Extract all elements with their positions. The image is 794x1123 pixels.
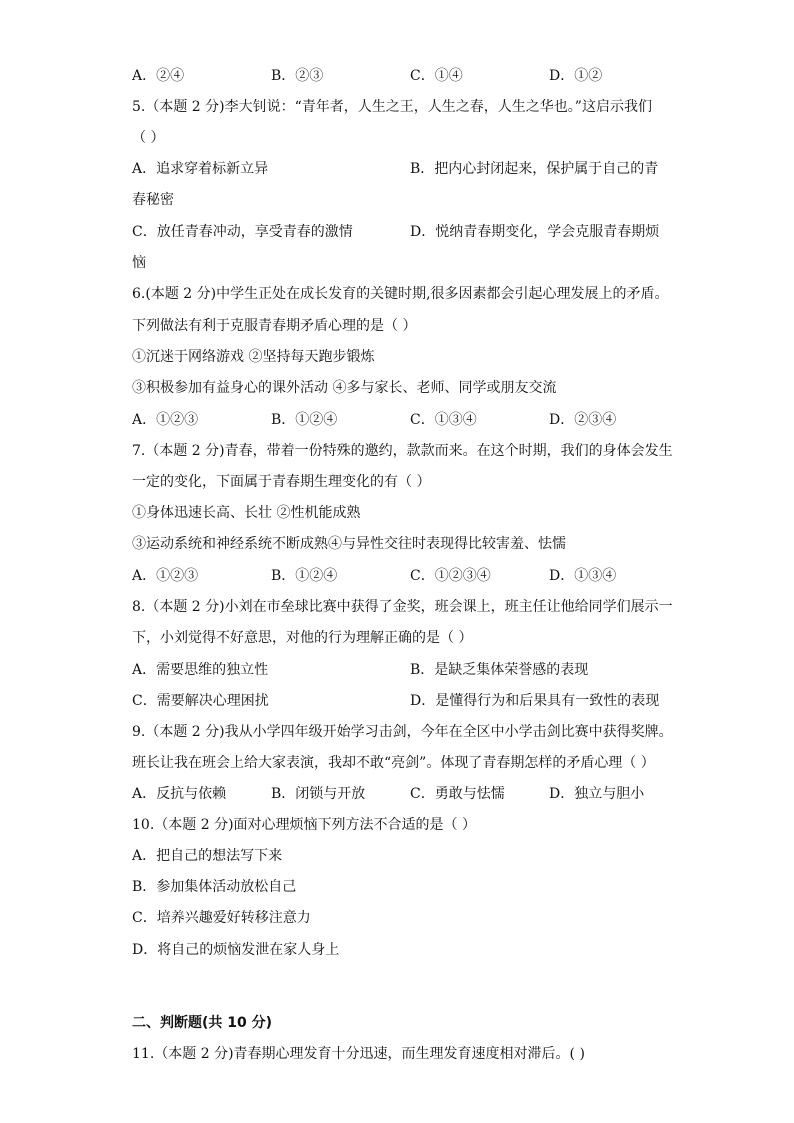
q5-option-d-cont: 恼 [132,255,146,271]
q6-stem-line1: 6.(本题 2 分)中学生正处在成长发育的关键时期,很多因素都会引起心理发展上的矛盾。 [132,286,669,302]
q9-stem-line1: 9.（本题 2 分)我从小学四年级开始学习击剑，今年在全区中小学击剑比赛中获得奖牌。 [132,724,673,740]
q5-option-a: A．追求穿着标新立异 [132,161,269,177]
section-title-judgment: 二、判断题(共 10 分) [132,1015,273,1031]
q7-option-a: A．①②③ [132,568,199,584]
q8-option-d: D．是懂得行为和后果具有一致性的表现 [410,693,660,709]
q6-stem-line2: 下列做法有利于克服青春期矛盾心理的是（ ） [132,318,417,334]
q4-option-c: C．①④ [410,68,463,84]
q4-option-a: A．②④ [132,68,185,84]
q11-stem: 11.（本题 2 分)青春期心理发育十分迅速，而生理发育速度相对滞后。( ) [132,1046,585,1062]
q6-option-d: D．②③④ [549,412,617,428]
q9-option-b: B．闭锁与开放 [271,786,366,802]
q7-stem-line1: 7.（本题 2 分)青春，带着一份特殊的邀约，款款而来。在这个时期，我们的身体会发生 [132,443,673,459]
q9-option-c: C．勇敢与怯懦 [410,786,505,802]
q10-stem: 10.（本题 2 分)面对心理烦恼下列方法不合适的是（ ） [132,817,476,833]
q8-option-a: A．需要思维的独立性 [132,662,269,678]
q9-stem-line2: 班长让我在班会上给大家表演，我却不敢“亮剑”。体现了青春期怎样的矛盾心理（ ） [132,755,655,771]
q5-stem-line1: 5.（本题 2 分)李大钊说：“青年者，人生之王，人生之春，人生之华也。”这启示我们 [132,99,652,115]
q7-item-line1: ①身体迅速长高、长壮 ②性机能成熟 [132,505,361,521]
q10-option-a: A．把自己的想法写下来 [132,848,283,864]
q5-option-b-cont: 春秘密 [132,192,174,208]
q10-option-c: C．培养兴趣爱好转移注意力 [132,910,311,926]
q4-option-d: D．①② [549,68,603,84]
q9-option-d: D．独立与胆小 [549,786,645,802]
q6-option-c: C．①③④ [410,412,477,428]
q6-option-b: B．①②④ [271,412,338,428]
q6-option-a: A．①②③ [132,412,199,428]
q8-stem-line1: 8.（本题 2 分)小刘在市垒球比赛中获得了金奖，班会课上，班主任让他给同学们展示一 [132,599,673,615]
q5-option-c: C．放任青春冲动，享受青春的激情 [132,224,353,240]
q10-option-d: D．将自己的烦恼发泄在家人身上 [132,942,340,958]
q7-item-line2: ③运动系统和神经系统不断成熟④与异性交往时表现得比较害羞、怯懦 [132,536,566,552]
q10-option-b: B．参加集体活动放松自己 [132,879,297,895]
q7-option-b: B．①②④ [271,568,338,584]
q7-stem-line2: 一定的变化，下面属于青春期生理变化的有（ ） [132,474,431,490]
q5-option-b: B．把内心封闭起来，保护属于自己的青 [410,161,659,177]
q8-option-b: B．是缺乏集体荣誉感的表现 [410,662,589,678]
q7-option-d: D．①③④ [549,568,617,584]
q8-option-c: C．需要解决心理困扰 [132,693,269,709]
q5-stem-line2: （ ） [132,130,165,146]
q8-stem-line2: 下，小刘觉得不好意思，对他的行为理解正确的是（ ） [132,630,473,646]
q5-option-d: D．悦纳青春期变化，学会克服青春期烦 [410,224,660,240]
q4-option-b: B．②③ [271,68,324,84]
q7-option-c: C．①②③④ [410,568,491,584]
q6-item-line1: ①沉迷于网络游戏 ②坚持每天跑步锻炼 [132,349,375,365]
q6-item-line2: ③积极参加有益身心的课外活动 ④多与家长、老师、同学或朋友交流 [132,380,557,396]
q9-option-a: A．反抗与依赖 [132,786,227,802]
